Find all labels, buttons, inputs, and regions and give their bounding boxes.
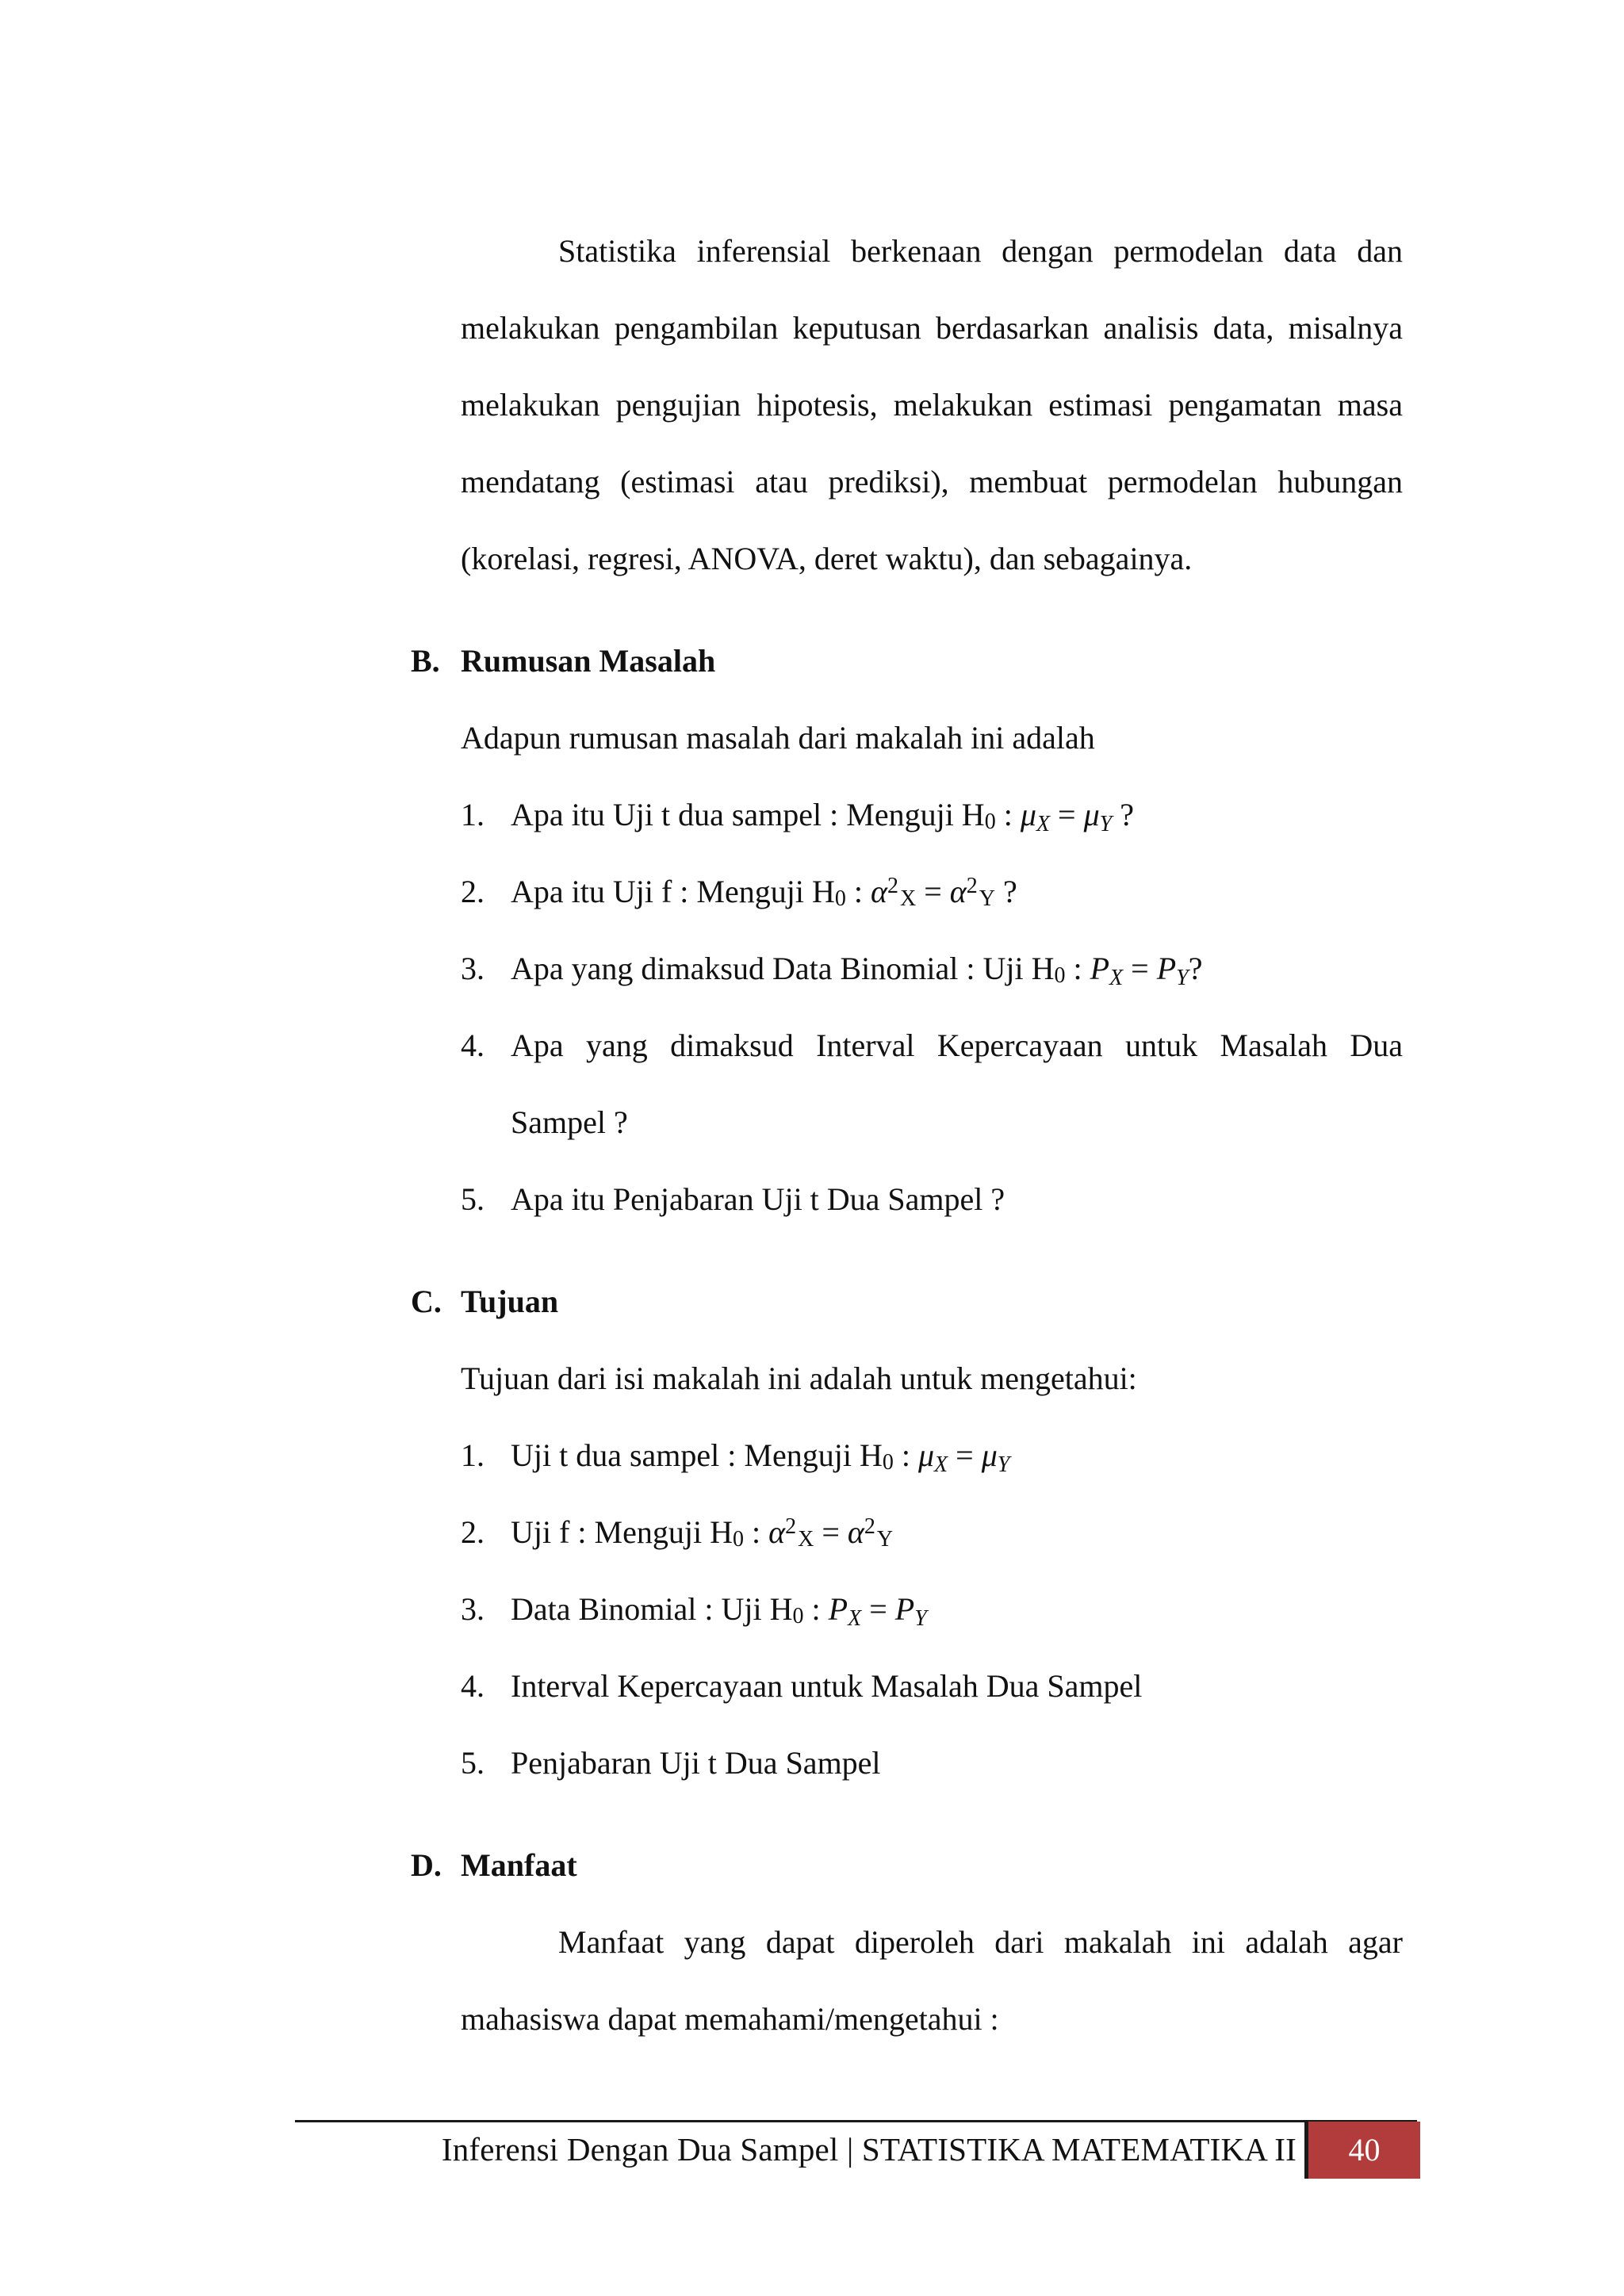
text-run: Uji t dua sampel : Menguji H [511,1437,883,1473]
paragraph-line: (korelasi, regresi, ANOVA, deret waktu), dan sebagainya. [461,541,1193,576]
list-item-text [511,853,1403,930]
section-heading-tujuan [411,1263,1403,1340]
text-run: : [743,1514,769,1550]
text-run: = [861,1591,895,1627]
list-number: 5. [461,1745,485,1781]
text-run: Data Binomial : Uji H [511,1591,793,1627]
section-letter: D. [411,1847,442,1883]
list-item-text [511,1724,1403,1801]
paragraph-line: mahasiswa dapat memahami/mengetahui : [461,2001,999,2037]
text-run: = [1050,797,1084,832]
math-subscript: X [1036,812,1051,837]
text-run: ? [1188,951,1203,986]
list-item-text [511,776,1403,853]
list-item-line [511,1647,1403,1724]
text-run: Apa itu Uji f : Menguji H [511,874,835,909]
section-title: Rumusan Masalah [461,643,716,679]
text-run: = [916,874,950,909]
subscript: 0 [1054,963,1066,989]
text-run: : [803,1591,829,1627]
section-letter: B. [411,643,440,679]
list-item-line [511,1571,1403,1647]
text-run: Sampel ? [511,1104,628,1140]
subscript: 0 [732,1527,744,1552]
subscript: Y [979,886,996,912]
text-run: Apa itu Penjabaran Uji t Dua Sampel ? [511,1181,1005,1217]
math-subscript: Y [914,1606,927,1632]
subscript: X [899,886,917,912]
text-run: : [1065,951,1090,986]
list-number: 1. [461,797,485,832]
list-number: 3. [461,951,485,986]
section-heading-rumusan-masalah [411,622,1403,699]
list-item-text [511,1647,1403,1724]
math-symbol: μ [1083,797,1100,832]
math-symbol: α [949,874,967,909]
text-run: : [893,1437,918,1473]
text-run: Interval Kepercayaan untuk Masalah Dua Sampel [511,1668,1143,1704]
list-item-text [511,1494,1403,1571]
math-symbol: P [828,1591,848,1627]
list-item-line [511,1161,1403,1238]
math-superscript: 2 [785,1514,797,1540]
list-item-text [511,1007,1403,1161]
math-symbol: P [894,1591,915,1627]
text-run: Apa yang dimaksud Interval Kepercayaan untuk Masalah Dua [511,1027,1403,1063]
list-item-text [511,1161,1403,1238]
list-number: 5. [461,1181,485,1217]
list-item [461,1571,1403,1647]
list-item [461,776,1403,853]
subscript: 0 [834,886,846,912]
math-symbol: α [768,1514,786,1550]
math-subscript: X [934,1452,948,1478]
list-number: 1. [461,1437,485,1473]
section-letter: C. [411,1284,442,1319]
list-number: 4. [461,1668,485,1704]
list-number: 3. [461,1591,485,1627]
list-item-text [511,930,1403,1007]
text-run: ? [1112,797,1134,832]
list-number: 4. [461,1027,485,1063]
section-lead: Adapun rumusan masalah dari makalah ini adalah [461,720,1095,756]
text-run: Uji f : Menguji H [511,1514,733,1550]
tujuan-list [461,1417,1403,1801]
list-item-line [511,1724,1403,1801]
subscript: 0 [792,1604,804,1629]
text-run: Apa itu Uji t dua sampel : Menguji H [511,797,985,832]
text-run: = [948,1437,982,1473]
text-run: : [845,874,871,909]
intro-paragraph [461,212,1403,597]
math-symbol: μ [917,1437,935,1473]
subscript: 0 [882,1450,894,1475]
list-item-line [511,776,1403,853]
math-symbol: μ [1020,797,1036,832]
page-number: 40 [1348,2132,1381,2168]
list-item [461,1647,1403,1724]
list-item [461,1724,1403,1801]
list-item [461,1494,1403,1571]
list-item [461,930,1403,1007]
paragraph-line: Statistika inferensial berkenaan dengan permodelan data dan [558,233,1403,269]
manfaat-paragraph [461,1904,1403,2057]
paragraph-line: melakukan pengujian hipotesis, melakukan estimasi pengamatan masa [461,387,1403,423]
text-run: = [814,1514,848,1550]
text-run: = [1123,951,1157,986]
math-symbol: α [847,1514,864,1550]
subscript: Y [876,1527,894,1552]
list-item-line [511,930,1403,1007]
math-symbol: μ [981,1437,998,1473]
footer-rule [295,2120,1417,2122]
page-content [411,212,1403,2057]
subscript: 0 [984,809,996,835]
list-item-line [511,1494,1403,1571]
list-item-line [511,1007,1403,1084]
list-item-line [511,853,1403,930]
section-lead: Tujuan dari isi makalah ini adalah untuk mengetahui: [461,1360,1137,1396]
paragraph-line: mendatang (estimasi atau prediksi), membuat permodelan hubungan [461,464,1403,499]
text-run: Penjabaran Uji t Dua Sampel [511,1745,881,1781]
footer-running-title: Inferensi Dengan Dua Sampel | STATISTIKA MATEMATIKA II [441,2131,1297,2168]
section-title: Tujuan [461,1284,559,1319]
text-run: Apa yang dimaksud Data Binomial : Uji H [511,951,1055,986]
list-item [461,1417,1403,1494]
paragraph-line: Manfaat yang dapat diperoleh dari makalah ini adalah agar [558,1924,1403,1960]
math-subscript: X [848,1606,862,1632]
subscript: X [798,1527,814,1552]
math-subscript: X [1109,966,1124,991]
math-subscript: Y [1099,812,1113,837]
math-superscript: 2 [864,1514,875,1540]
list-item-line [511,1084,1403,1161]
list-item-text [511,1571,1403,1647]
math-subscript: Y [997,1452,1010,1478]
math-symbol: P [1156,951,1177,986]
list-number: 2. [461,874,485,909]
list-number: 2. [461,1514,485,1550]
text-run: : [995,797,1021,832]
rumusan-masalah-list [461,776,1403,1238]
math-superscript: 2 [887,874,898,899]
math-symbol: α [870,874,887,909]
paragraph-line: melakukan pengambilan keputusan berdasarkan analisis data, misalnya [461,310,1403,346]
list-item [461,1007,1403,1161]
page-number-box [1304,2122,1420,2179]
section-heading-manfaat [411,1827,1403,1904]
math-subscript: Y [1176,966,1189,991]
list-item [461,853,1403,930]
text-run: ? [995,874,1017,909]
list-item [461,1161,1403,1238]
list-item-line [511,1417,1403,1494]
list-item-text [511,1417,1403,1494]
section-title: Manfaat [461,1847,577,1883]
math-symbol: P [1090,951,1110,986]
math-superscript: 2 [966,874,978,899]
